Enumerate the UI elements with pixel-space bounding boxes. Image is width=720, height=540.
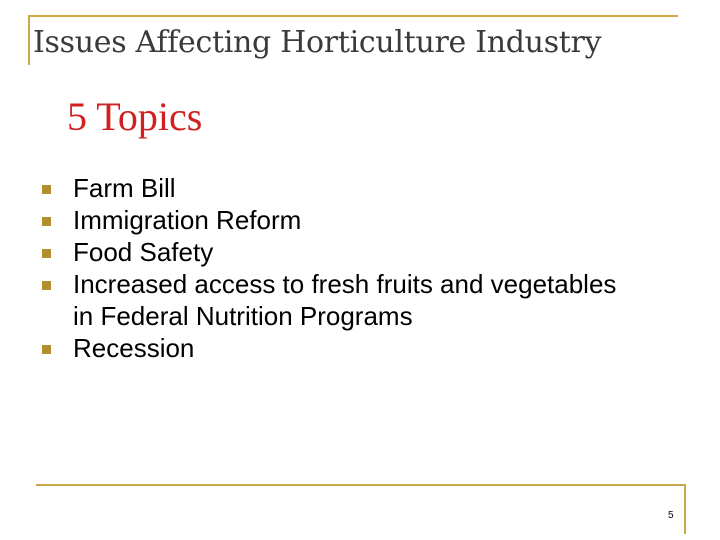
bullet-item	[42, 172, 642, 204]
bullet-item	[42, 236, 642, 268]
bullet-item	[42, 332, 642, 364]
square-bullet-icon	[42, 249, 51, 258]
slide-title: Issues Affecting Horticulture Industry	[33, 25, 602, 60]
footer-rule-right	[684, 484, 686, 534]
slide-subtitle: 5 Topics	[67, 94, 203, 139]
title-rule-left	[28, 15, 30, 65]
bullet-text: Immigration Reform	[73, 205, 302, 235]
bullet-list	[42, 172, 642, 364]
square-bullet-icon	[42, 185, 51, 194]
square-bullet-icon	[42, 345, 51, 354]
bullet-item	[42, 268, 642, 332]
bullet-text: Recession	[73, 333, 195, 363]
bullet-text: Food Safety	[73, 237, 214, 267]
bullet-text: Farm Bill	[73, 173, 176, 203]
page-number: 5	[668, 510, 674, 521]
square-bullet-icon	[42, 281, 51, 290]
bullet-text: Increased access to fresh fruits and vegetables in Federal Nutrition Programs	[73, 269, 617, 331]
bullet-item	[42, 204, 642, 236]
square-bullet-icon	[42, 217, 51, 226]
title-rule-top	[28, 15, 678, 17]
footer-rule	[36, 484, 686, 486]
